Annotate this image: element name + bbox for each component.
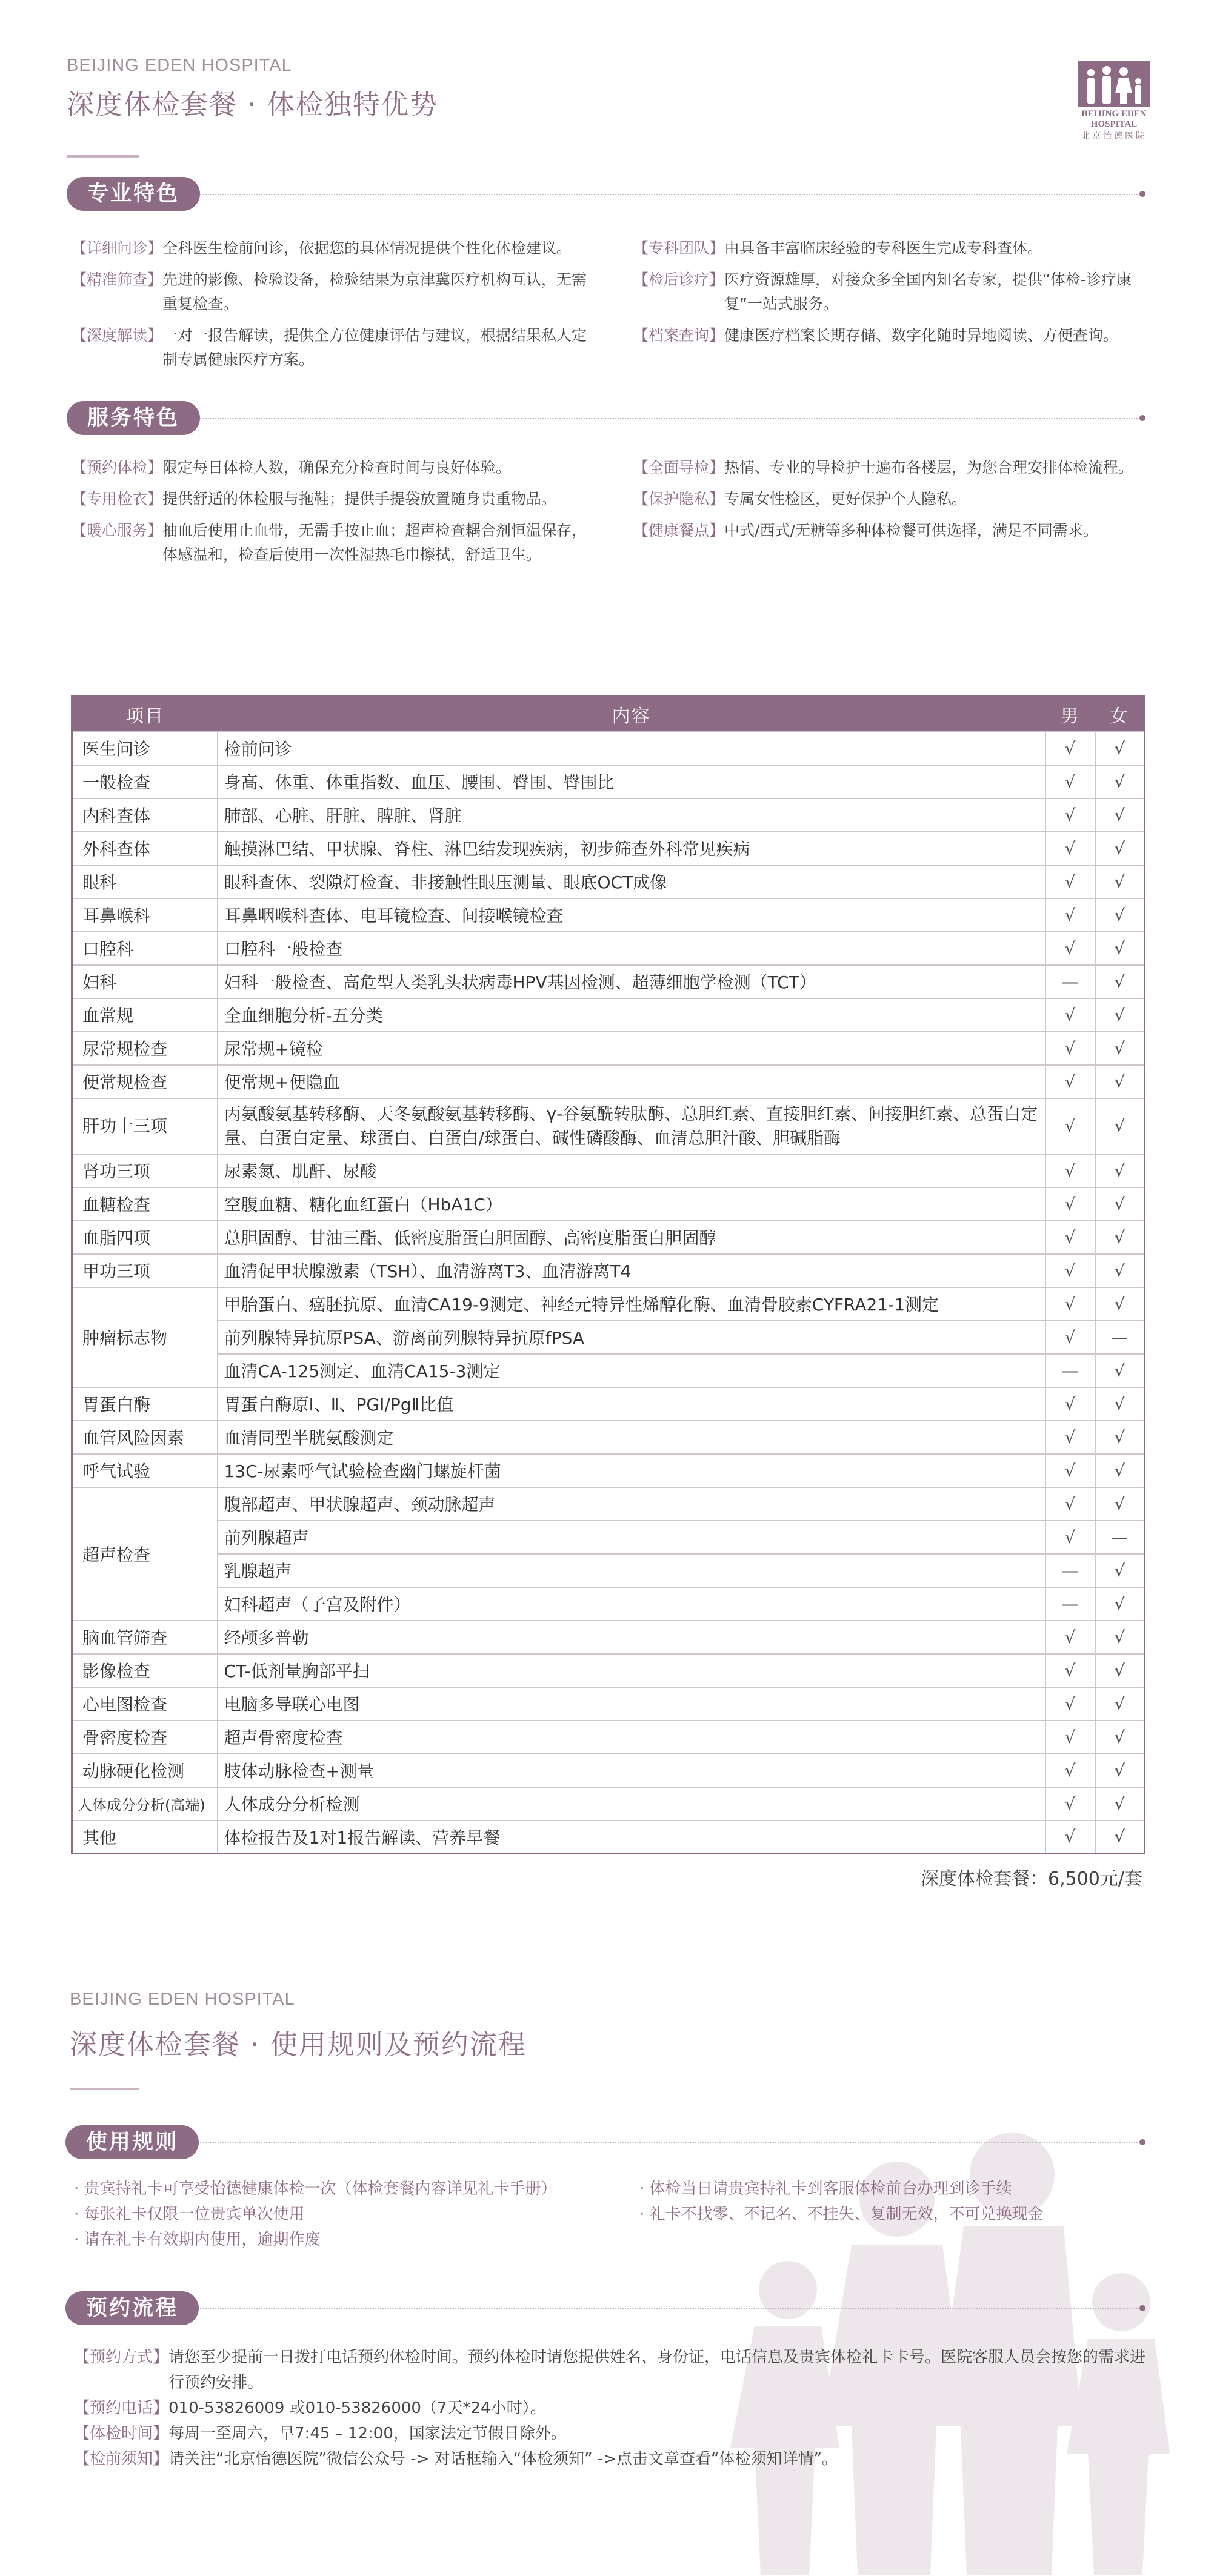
table-item-cell: 耳鼻喉科 bbox=[72, 898, 218, 932]
table-mark-cell: √ bbox=[1045, 1621, 1095, 1654]
table-mark-cell: √ bbox=[1045, 732, 1095, 765]
table-header-row bbox=[72, 697, 1145, 732]
divider-dot bbox=[1139, 2305, 1145, 2311]
footer-title: 深度体检套餐 · 使用规则及预约流程 bbox=[70, 2028, 527, 2060]
table-item-cell: 胃蛋白酶 bbox=[72, 1387, 218, 1421]
table-row bbox=[72, 1487, 1145, 1521]
table-mark-cell: √ bbox=[1045, 1754, 1095, 1787]
table-item-cell: 血常规 bbox=[72, 998, 218, 1032]
table-item-cell: 血糖检查 bbox=[72, 1187, 218, 1221]
section-flow: 预约流程 bbox=[65, 2291, 199, 2325]
table-row bbox=[72, 898, 1145, 932]
table-mark-cell: √ bbox=[1045, 1387, 1095, 1421]
table-mark-cell: √ bbox=[1045, 1687, 1095, 1721]
table-content-cell: 电脑多导联心电图 bbox=[218, 1687, 1045, 1721]
table-content-cell: 尿常规+镜检 bbox=[218, 1032, 1045, 1065]
table-mark-cell: √ bbox=[1095, 1487, 1145, 1521]
family-logo-icon bbox=[1078, 61, 1150, 107]
divider-dot bbox=[1139, 415, 1145, 421]
table-content-cell: CT-低剂量胸部平扫 bbox=[218, 1654, 1045, 1687]
table-item-cell: 眼科 bbox=[72, 865, 218, 898]
section-divider bbox=[200, 194, 1142, 195]
professional-right bbox=[633, 236, 1149, 355]
table-mark-cell: — bbox=[1095, 1521, 1145, 1554]
table-mark-cell: √ bbox=[1095, 965, 1145, 998]
table-mark-cell: √ bbox=[1095, 865, 1145, 898]
table-row bbox=[72, 1521, 1145, 1554]
section-divider bbox=[200, 2308, 1142, 2309]
table-row bbox=[72, 1721, 1145, 1754]
table-row bbox=[72, 732, 1145, 765]
table-mark-cell: √ bbox=[1095, 898, 1145, 932]
table-item-cell: 口腔科 bbox=[72, 932, 218, 965]
package-price: 深度体检套餐：6,500元/套 bbox=[921, 1868, 1142, 1890]
table-mark-cell: √ bbox=[1095, 1387, 1145, 1421]
table-content-cell: 全血细胞分析-五分类 bbox=[218, 998, 1045, 1032]
table-content-cell: 血清CA-125测定、血清CA15-3测定 bbox=[218, 1354, 1045, 1387]
table-row bbox=[72, 1287, 1145, 1321]
table-mark-cell: √ bbox=[1045, 998, 1095, 1032]
table-mark-cell: √ bbox=[1095, 1354, 1145, 1387]
table-row bbox=[72, 1154, 1145, 1187]
table-content-cell: 人体成分分析检测 bbox=[218, 1787, 1045, 1821]
table-mark-cell: √ bbox=[1095, 1621, 1145, 1654]
table-row bbox=[72, 1621, 1145, 1654]
table-mark-cell: √ bbox=[1095, 932, 1145, 965]
table-item-cell: 动脉硬化检测 bbox=[72, 1754, 218, 1787]
rule-item: · 礼卡不找零、不记名、不挂失、复制无效，不可兑换现金 bbox=[639, 2205, 1044, 2223]
table-row bbox=[72, 1587, 1145, 1621]
table-mark-cell: √ bbox=[1045, 932, 1095, 965]
table-row bbox=[72, 1654, 1145, 1687]
table-mark-cell: √ bbox=[1095, 732, 1145, 765]
feature-item: 【检后诊疗】 医疗资源雄厚，对接众多全国内知名专家，提供“体检-诊疗康复”一站式服务。 bbox=[633, 271, 1132, 313]
table-content-cell: 前列腺超声 bbox=[218, 1521, 1045, 1554]
table-mark-cell: √ bbox=[1045, 1521, 1095, 1554]
col-header-content: 内容 bbox=[218, 697, 1045, 732]
table-mark-cell: √ bbox=[1045, 1487, 1095, 1521]
table-item-cell: 便常规检查 bbox=[72, 1065, 218, 1098]
table-mark-cell: √ bbox=[1095, 1787, 1145, 1821]
table-content-cell: 空腹血糖、糖化血红蛋白（HbA1C） bbox=[218, 1187, 1045, 1221]
table-row bbox=[72, 1787, 1145, 1821]
table-item-cell: 超声检查 bbox=[72, 1487, 218, 1621]
section-divider bbox=[200, 2142, 1142, 2143]
table-row bbox=[72, 1421, 1145, 1454]
rule-item: · 每张礼卡仅限一位贵宾单次使用 bbox=[74, 2205, 305, 2223]
table-content-cell: 血清促甲状腺激素（TSH）、血清游离T3、血清游离T4 bbox=[218, 1254, 1045, 1287]
rule-item: · 请在礼卡有效期内使用，逾期作废 bbox=[74, 2231, 321, 2249]
table-row bbox=[72, 1221, 1145, 1254]
table-item-cell: 人体成分分析(高端) bbox=[72, 1787, 218, 1821]
table-mark-cell: √ bbox=[1045, 1421, 1095, 1454]
table-content-cell: 丙氨酸氨基转移酶、天冬氨酸氨基转移酶、γ-谷氨酰转肽酶、总胆红素、直接胆红素、间接胆红素、总蛋白定量、白蛋白定量、球蛋白、白蛋白/球蛋白、碱性磷酸酶、血清总胆汁酸、胆碱脂酶 bbox=[218, 1098, 1045, 1154]
table-mark-cell: — bbox=[1045, 965, 1095, 998]
table-content-cell: 经颅多普勒 bbox=[218, 1621, 1045, 1654]
col-header-male: 男 bbox=[1045, 697, 1095, 732]
page-title: 深度体检套餐 · 体检独特优势 bbox=[67, 88, 438, 121]
table-mark-cell: √ bbox=[1095, 1287, 1145, 1321]
table-item-cell: 肾功三项 bbox=[72, 1154, 218, 1187]
section-rules: 使用规则 bbox=[65, 2125, 199, 2159]
table-item-cell: 脑血管筛查 bbox=[72, 1621, 218, 1654]
table-row bbox=[72, 1821, 1145, 1854]
table-mark-cell: √ bbox=[1045, 1654, 1095, 1687]
table-mark-cell: √ bbox=[1095, 832, 1145, 865]
table-mark-cell: √ bbox=[1095, 1221, 1145, 1254]
table-row bbox=[72, 998, 1145, 1032]
table-mark-cell: √ bbox=[1095, 1254, 1145, 1287]
checkup-items-table bbox=[71, 695, 1145, 1854]
table-mark-cell: √ bbox=[1095, 1554, 1145, 1587]
service-right bbox=[633, 456, 1149, 550]
table-row bbox=[72, 1321, 1145, 1354]
table-content-cell: 便常规+便隐血 bbox=[218, 1065, 1045, 1098]
table-row bbox=[72, 1454, 1145, 1487]
rules-left bbox=[74, 2176, 619, 2252]
divider-dot bbox=[1139, 191, 1145, 197]
flow-item: 【检前须知】请关注“北京怡德医院”微信公众号 -> 对话框输入“体检须知” ->点击文章查看“体检须知详情”。 bbox=[74, 2450, 838, 2468]
section-service: 服务特色 bbox=[67, 401, 200, 435]
table-content-cell: 耳鼻咽喉科查体、电耳镜检查、间接喉镜检查 bbox=[218, 898, 1045, 932]
table-mark-cell: √ bbox=[1095, 1754, 1145, 1787]
table-item-cell: 外科查体 bbox=[72, 832, 218, 865]
table-mark-cell: — bbox=[1095, 1321, 1145, 1354]
feature-item: 【专用检衣】 提供舒适的体检服与拖鞋；提供手提袋放置随身贵重物品。 bbox=[72, 490, 557, 508]
table-content-cell: 前列腺特异抗原PSA、游离前列腺特异抗原fPSA bbox=[218, 1321, 1045, 1354]
table-mark-cell: √ bbox=[1045, 1065, 1095, 1098]
table-mark-cell: √ bbox=[1045, 765, 1095, 798]
table-mark-cell: √ bbox=[1045, 1721, 1095, 1754]
footer-underline bbox=[70, 2088, 139, 2090]
table-content-cell: 胃蛋白酶原Ⅰ、Ⅱ、PGⅠ/PgⅡ比值 bbox=[218, 1387, 1045, 1421]
table-mark-cell: √ bbox=[1095, 765, 1145, 798]
table-item-cell: 内科查体 bbox=[72, 798, 218, 832]
table-item-cell: 肿瘤标志物 bbox=[72, 1287, 218, 1387]
table-item-cell: 心电图检查 bbox=[72, 1687, 218, 1721]
table-mark-cell: √ bbox=[1095, 1032, 1145, 1065]
table-row bbox=[72, 1554, 1145, 1587]
table-mark-cell: √ bbox=[1095, 1154, 1145, 1187]
table-mark-cell: √ bbox=[1045, 1821, 1095, 1854]
table-row bbox=[72, 932, 1145, 965]
hospital-name-en: BEIJING EDEN HOSPITAL bbox=[67, 56, 292, 75]
table-mark-cell: √ bbox=[1045, 1187, 1095, 1221]
table-content-cell: 超声骨密度检查 bbox=[218, 1721, 1045, 1754]
feature-item: 【暖心服务】 抽血后使用止血带，无需手按止血；超声检查耦合剂恒温保存，体感温和，检查后使用一次性湿热毛巾擦拭，舒适卫生。 bbox=[72, 522, 587, 563]
table-row bbox=[72, 1354, 1145, 1387]
table-mark-cell: √ bbox=[1095, 1187, 1145, 1221]
service-left bbox=[72, 456, 593, 574]
table-item-cell: 妇科 bbox=[72, 965, 218, 998]
section-divider bbox=[200, 418, 1142, 419]
table-mark-cell: √ bbox=[1045, 1321, 1095, 1354]
table-mark-cell: √ bbox=[1045, 898, 1095, 932]
table-mark-cell: — bbox=[1045, 1354, 1095, 1387]
footer-hospital-en: BEIJING EDEN HOSPITAL bbox=[70, 1990, 295, 2009]
table-mark-cell: √ bbox=[1045, 1787, 1095, 1821]
feature-item: 【深度解读】 一对一报告解读，提供全方位健康评估与建议，根据结果私人定制专属健康医疗方案。 bbox=[72, 327, 587, 368]
table-mark-cell: √ bbox=[1095, 1654, 1145, 1687]
table-item-cell: 肝功十三项 bbox=[72, 1098, 218, 1154]
table-content-cell: 乳腺超声 bbox=[218, 1554, 1045, 1587]
logo-text-en: BEIJING EDEN HOSPITAL bbox=[1081, 109, 1147, 129]
feature-item: 【保护隐私】 专属女性检区，更好保护个人隐私。 bbox=[633, 490, 967, 508]
table-mark-cell: √ bbox=[1045, 798, 1095, 832]
table-mark-cell: √ bbox=[1045, 1221, 1095, 1254]
table-item-cell: 其他 bbox=[72, 1821, 218, 1854]
table-mark-cell: √ bbox=[1095, 998, 1145, 1032]
table-content-cell: 13C-尿素呼气试验检查幽门螺旋杆菌 bbox=[218, 1454, 1045, 1487]
table-item-cell: 血脂四项 bbox=[72, 1221, 218, 1254]
table-row bbox=[72, 1687, 1145, 1721]
table-row bbox=[72, 832, 1145, 865]
table-content-cell: 眼科查体、裂隙灯检查、非接触性眼压测量、眼底OCT成像 bbox=[218, 865, 1045, 898]
feature-item: 【专科团队】 由具备丰富临床经验的专科医生完成专科查体。 bbox=[633, 239, 1043, 257]
table-content-cell: 触摸淋巴结、甲状腺、脊柱、淋巴结发现疾病，初步筛查外科常见疾病 bbox=[218, 832, 1045, 865]
feature-item: 【预约体检】 限定每日体检人数，确保充分检查时间与良好体验。 bbox=[72, 459, 512, 476]
table-row bbox=[72, 965, 1145, 998]
table-mark-cell: √ bbox=[1045, 1254, 1095, 1287]
divider-dot bbox=[1139, 2139, 1145, 2145]
table-content-cell: 腹部超声、甲状腺超声、颈动脉超声 bbox=[218, 1487, 1045, 1521]
professional-left bbox=[72, 236, 593, 379]
rule-item: · 体检当日请贵宾持礼卡到客服体检前台办理到诊手续 bbox=[639, 2180, 1012, 2198]
table-content-cell: 妇科超声（子宫及附件） bbox=[218, 1587, 1045, 1621]
appointment-flow bbox=[74, 2345, 1147, 2472]
col-header-female: 女 bbox=[1095, 697, 1145, 732]
section-professional: 专业特色 bbox=[67, 177, 200, 211]
col-header-item: 项目 bbox=[72, 697, 218, 732]
table-row bbox=[72, 1754, 1145, 1787]
table-mark-cell: √ bbox=[1095, 1587, 1145, 1621]
table-row bbox=[72, 1387, 1145, 1421]
table-mark-cell: √ bbox=[1095, 1421, 1145, 1454]
flow-item: 【预约方式】 请您至少提前一日拨打电话预约体检时间。预约体检时请您提供姓名、身份证，电话信息及贵宾体检礼卡卡号。医院客服人员会按您的需求进行预约安排。 bbox=[74, 2348, 1146, 2392]
table-mark-cell: — bbox=[1045, 1554, 1095, 1587]
header-underline bbox=[67, 155, 139, 158]
table-item-cell: 甲功三项 bbox=[72, 1254, 218, 1287]
table-row bbox=[72, 765, 1145, 798]
table-row bbox=[72, 1098, 1145, 1154]
table-content-cell: 身高、体重、体重指数、血压、腰围、臀围、臀围比 bbox=[218, 765, 1045, 798]
table-content-cell: 体检报告及1对1报告解读、营养早餐 bbox=[218, 1821, 1045, 1854]
table-content-cell: 妇科一般检查、高危型人类乳头状病毒HPV基因检测、超薄细胞学检测（TCT） bbox=[218, 965, 1045, 998]
table-mark-cell: √ bbox=[1095, 1821, 1145, 1854]
hospital-logo bbox=[1059, 61, 1169, 141]
table-row bbox=[72, 865, 1145, 898]
table-mark-cell: √ bbox=[1095, 1721, 1145, 1754]
table-mark-cell: √ bbox=[1095, 1687, 1145, 1721]
table-mark-cell: √ bbox=[1045, 865, 1095, 898]
table-item-cell: 一般检查 bbox=[72, 765, 218, 798]
table-mark-cell: √ bbox=[1095, 1454, 1145, 1487]
table-row bbox=[72, 1065, 1145, 1098]
table-content-cell: 口腔科一般检查 bbox=[218, 932, 1045, 965]
table-content-cell: 肢体动脉检查+测量 bbox=[218, 1754, 1045, 1787]
table-row bbox=[72, 1032, 1145, 1065]
table-item-cell: 骨密度检查 bbox=[72, 1721, 218, 1754]
flow-item: 【预约电话】010-53826009 或010-53826000（7天*24小时）。 bbox=[74, 2399, 546, 2417]
table-item-cell: 医生问诊 bbox=[72, 732, 218, 765]
table-item-cell: 血管风险因素 bbox=[72, 1421, 218, 1454]
table-mark-cell: √ bbox=[1045, 832, 1095, 865]
table-row bbox=[72, 798, 1145, 832]
table-content-cell: 肺部、心脏、肝脏、脾脏、肾脏 bbox=[218, 798, 1045, 832]
table-row bbox=[72, 1187, 1145, 1221]
table-content-cell: 尿素氮、肌酐、尿酸 bbox=[218, 1154, 1045, 1187]
table-item-cell: 呼气试验 bbox=[72, 1454, 218, 1487]
table-mark-cell: √ bbox=[1045, 1454, 1095, 1487]
table-content-cell: 甲胎蛋白、癌胚抗原、血清CA19-9测定、神经元特异性烯醇化酶、血清骨胶素CYFRA21-1测定 bbox=[218, 1287, 1045, 1321]
logo-text-cn: 北京怡德医院 bbox=[1081, 131, 1147, 141]
rules-right bbox=[639, 2176, 1161, 2227]
flow-item: 【体检时间】每周一至周六，早7:45 – 12:00，国家法定节假日除外。 bbox=[74, 2425, 567, 2443]
table-item-cell: 尿常规检查 bbox=[72, 1032, 218, 1065]
table-mark-cell: √ bbox=[1095, 1065, 1145, 1098]
table-mark-cell: √ bbox=[1045, 1287, 1095, 1321]
table-content-cell: 检前问诊 bbox=[218, 732, 1045, 765]
feature-item: 【档案查询】 健康医疗档案长期存储、数字化随时异地阅读、方便查询。 bbox=[633, 327, 1119, 344]
table-item-cell: 影像检查 bbox=[72, 1654, 218, 1687]
table-mark-cell: — bbox=[1045, 1587, 1095, 1621]
rule-item: · 贵宾持礼卡可享受怡德健康体检一次（体检套餐内容详见礼卡手册） bbox=[74, 2180, 557, 2198]
table-mark-cell: √ bbox=[1045, 1154, 1095, 1187]
table-mark-cell: √ bbox=[1095, 1098, 1145, 1154]
feature-item: 【精准筛查】 先进的影像、检验设备，检验结果为京津冀医疗机构互认，无需重复检查。 bbox=[72, 271, 587, 313]
table-mark-cell: √ bbox=[1045, 1098, 1095, 1154]
table-row bbox=[72, 1254, 1145, 1287]
table-mark-cell: √ bbox=[1095, 798, 1145, 832]
feature-item: 【全面导检】 热情、专业的导检护士遍布各楼层，为您合理安排体检流程。 bbox=[633, 459, 1134, 476]
table-content-cell: 血清同型半胱氨酸测定 bbox=[218, 1421, 1045, 1454]
feature-item: 【健康餐点】 中式/西式/无糖等多种体检餐可供选择，满足不同需求。 bbox=[633, 522, 1098, 539]
table-mark-cell: √ bbox=[1045, 1032, 1095, 1065]
table-content-cell: 总胆固醇、甘油三酯、低密度脂蛋白胆固醇、高密度脂蛋白胆固醇 bbox=[218, 1221, 1045, 1254]
feature-item: 【详细问诊】 全科医生检前问诊，依据您的具体情况提供个性化体检建议。 bbox=[72, 239, 572, 257]
